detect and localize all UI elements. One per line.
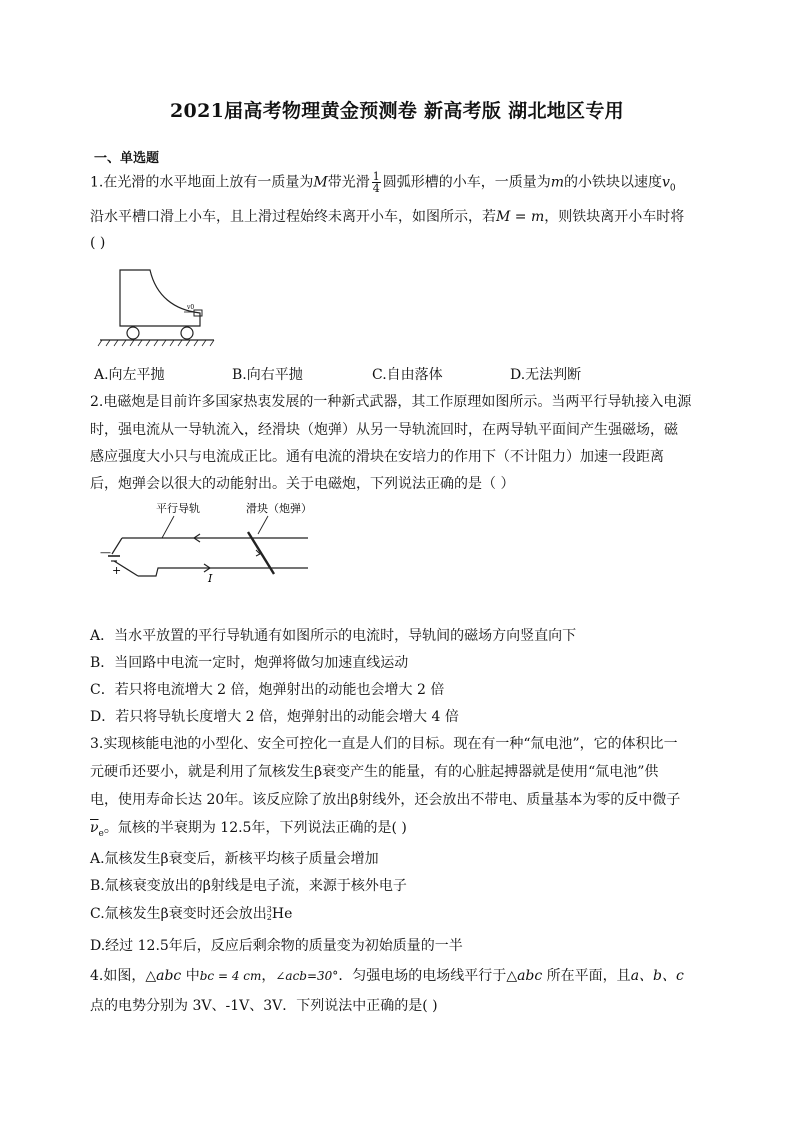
q3-option-b: B.氚核衰变放出的β射线是电子流，来源于核外电子 <box>90 878 407 894</box>
q1-option-b: B.向右平抛 <box>232 367 303 383</box>
slider-label: 滑块（炮弹） <box>246 502 312 515</box>
section-heading: 一、单选题 <box>94 151 160 166</box>
q3-line-1: 3.实现核能电池的小型化、安全可控化一直是人们的目标。现在有一种“氚电池”，它的体积比一 <box>90 736 678 752</box>
minus-terminal: — <box>100 546 111 559</box>
q4-line-2: 点的电势分别为 3V、-1V、3V．下列说法中正确的是( ) <box>90 998 438 1014</box>
page-title: 2021届高考物理黄金预测卷 新高考版 湖北地区专用 <box>170 100 624 122</box>
plus-terminal: + <box>112 564 122 577</box>
q1-line-1: 1.在光滑的水平地面上放有一质量为M带光滑 $\frac{1}{4}$ 圆弧形槽的小车，一质量为m的小铁块以速度$v_0$ <box>90 170 676 195</box>
q2-option-b: B．当回路中电流一定时，炮弹将做匀加速直线运动 <box>90 655 409 671</box>
wheel-right <box>181 327 193 339</box>
q1-paren: ( ) <box>90 235 106 251</box>
q1-line-2: 沿水平槽口滑上小车，且上滑过程始终未离开小车，如图所示，若M = m，则铁块离开小车时将 <box>90 209 685 225</box>
q2-option-a: A．当水平放置的平行导轨通有如图所示的电流时，导轨间的磁场方向竖直向下 <box>90 628 577 644</box>
q4-line-1: 4.如图，△abc 中bc = 4 cm，∠acb=30°．匀强电场的电场线平行于△abc 所在平面，且a、b、c <box>90 968 684 984</box>
q1-cart-figure <box>96 266 220 352</box>
rail-label: 平行导轨 <box>156 502 200 515</box>
q1-option-a: A.向左平抛 <box>94 367 165 383</box>
q2-option-d: D．若只将导轨长度增大 2 倍，炮弹射出的动能会增大 4 倍 <box>90 709 459 725</box>
q3-line-3: 电，使用寿命长达 20年。该反应除了放出β射线外，还会放出不带电、质量基本为零的反中微子 <box>90 792 681 808</box>
q1-option-d: D.无法判断 <box>510 367 582 383</box>
q2-option-c: C．若只将电流增大 2 倍，炮弹射出的动能也会增大 2 倍 <box>90 682 445 698</box>
q3-option-c: C.氚核发生β衰变时还会放出 3 2 He <box>90 905 293 922</box>
q2-line-2: 时，强电流从一导轨流入，经滑块（炮弹）从另一导轨流回时，在两导轨平面间产生强磁场，磁 <box>90 422 678 438</box>
q3-line-2: 元硬币还要小，就是利用了氚核发生β衰变产生的能量，有的心脏起搏器就是使用“氚电池”供 <box>90 764 659 780</box>
q2-railgun-figure <box>98 498 338 588</box>
fraction-quarter: $\frac{1}{4}$ <box>372 170 380 195</box>
velocity-label: v0 <box>187 304 195 311</box>
q1-option-c: C.自由落体 <box>372 367 443 383</box>
wheel-left <box>127 327 139 339</box>
q1-options <box>90 364 690 384</box>
q2-line-4: 后，炮弹会以很大的动能射出。关于电磁炮，下列说法正确的是（ ） <box>90 476 515 492</box>
q3-option-a: A.氚核发生β衰变后，新核平均核子质量会增加 <box>90 851 379 867</box>
q2-line-1: 2.电磁炮是目前许多国家热衷发展的一种新式武器，其工作原理如图所示。当两平行导轨接入电源 <box>90 394 692 410</box>
current-label: I <box>208 572 213 585</box>
antineutrino-symbol: $\overline{\nu}$ <box>90 820 99 836</box>
q2-line-3: 感应强度大小只与电流成正比。通有电流的滑块在安培力的作用下（不计阻力）加速一段距离 <box>90 449 664 465</box>
q3-line-4: $\overline{\nu}_e$。氚核的半衰期为 12.5年，下列说法正确的是( ) <box>90 820 407 839</box>
q3-option-d: D.经过 12.5年后，反应后剩余物的质量变为初始质量的一半 <box>90 938 463 954</box>
